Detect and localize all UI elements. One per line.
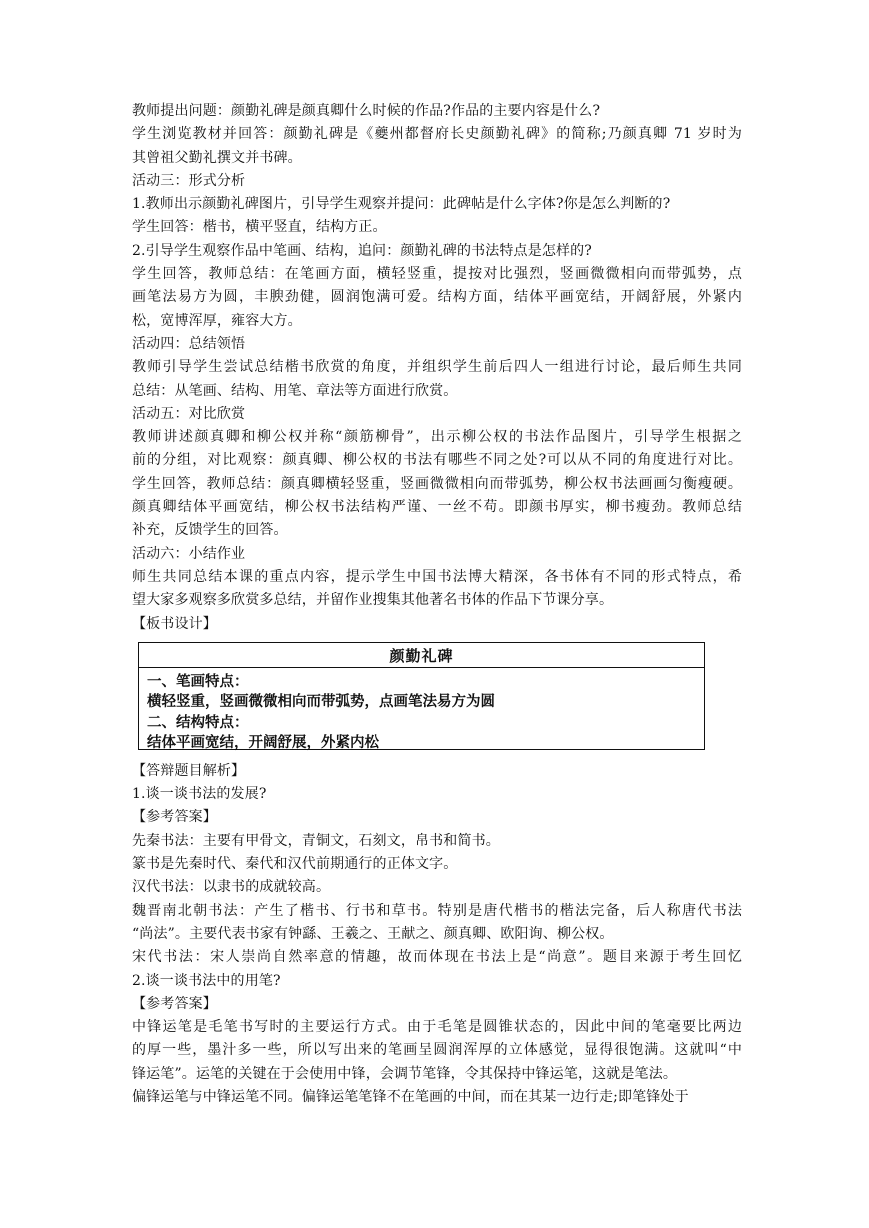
text-line: 学生回答，教师总结：颜真卿横轻竖重，竖画微微相向而带弧势，柳公权书法画画匀衡瘦硬。	[132, 475, 742, 492]
text-line: 【板书设计】	[132, 615, 217, 632]
text-line: 学生回答，教师总结：在笔画方面，横轻竖重，提按对比强烈，竖画微微相向而带弧势，点	[132, 266, 742, 283]
text-line: 中锋运笔是毛笔书写时的主要运行方式。由于毛笔是圆锥状态的，因此中间的笔毫要比两边	[132, 1019, 742, 1036]
text-line: 先秦书法：主要有甲骨文，青铜文，石刻文，帛书和简书。	[132, 832, 500, 849]
text-line: 活动三：形式分析	[132, 172, 246, 189]
text-line: 颜真卿结体平画宽结，柳公权书法结构严谨、一丝不苟。即颜书厚实，柳书瘦劲。教师总结	[132, 499, 742, 516]
document-body	[132, 100, 742, 1109]
text-line: 魏晋南北朝书法：产生了楷书、行书和草书。特别是唐代楷书的楷法完备，后人称唐代书法	[132, 902, 742, 919]
text-line: 望大家多观察多欣赏多总结，并留作业搜集其他著名书体的作品下节课分享。	[132, 592, 614, 609]
answer-analysis-section	[132, 760, 742, 1109]
board-divider	[139, 667, 704, 668]
text-line: 教师讲述颜真卿和柳公权并称“颜筋柳骨”，出示柳公权的书法作品图片，引导学生根据之	[132, 429, 742, 446]
text-line: 活动四：总结领悟	[132, 335, 246, 352]
text-line: 总结：从笔画、结构、用笔、章法等方面进行欣赏。	[132, 382, 458, 399]
board-item: 一、笔画特点：	[147, 673, 249, 690]
board-item: 结体平画宽结，开阔舒展，外紧内松	[147, 734, 379, 751]
text-line: 偏锋运笔与中锋运笔不同。偏锋运笔笔锋不在笔画的中间，而在其某一边行走;即笔锋处于	[132, 1088, 689, 1105]
text-line: 【参考答案】	[132, 995, 217, 1012]
text-line: 汉代书法：以隶书的成就较高。	[132, 879, 331, 896]
text-line: 补充，反馈学生的回答。	[132, 522, 288, 539]
lesson-text-section	[132, 100, 742, 636]
text-line: 2.谈一谈书法中的用笔?	[132, 972, 281, 989]
text-line: 锋运笔”。运笔的关键在于会使用中锋，会调节笔锋，令其保持中锋运笔，这就是笔法。	[132, 1065, 678, 1082]
text-line: 【答辩题目解析】	[132, 762, 246, 779]
text-line: 画笔法易方为圆，丰腴劲健，圆润饱满可爱。结构方面，结体平画宽结，开阔舒展，外紧内	[132, 289, 742, 306]
text-line: 松，宽博浑厚，雍容大方。	[132, 312, 302, 329]
text-line: 【参考答案】	[132, 809, 217, 826]
text-line: 教师提出问题：颜勤礼碑是颜真卿什么时候的作品?作品的主要内容是什么?	[132, 103, 601, 119]
text-line: 活动六：小结作业	[132, 545, 246, 562]
text-line: “尚法”。主要代表书家有钟繇、王羲之、王献之、颜真卿、欧阳询、柳公权。	[132, 925, 614, 942]
text-line: 篆书是先秦时代、秦代和汉代前期通行的正体文字。	[132, 856, 458, 873]
text-line: 活动五：对比欣赏	[132, 405, 246, 422]
text-line: 1.谈一谈书法的发展?	[132, 786, 267, 803]
blackboard-design-figure	[132, 636, 742, 760]
blackboard-box	[138, 642, 705, 750]
text-line: 学生浏览教材并回答：颜勤礼碑是《夔州都督府长史颜勤礼碑》的简称;乃颜真卿 71 岁时为	[132, 126, 742, 143]
text-line: 师生共同总结本课的重点内容，提示学生中国书法博大精深，各书体有不同的形式特点，希	[132, 568, 742, 585]
text-line: 1.教师出示颜勤礼碑图片，引导学生观察并提问：此碑帖是什么字体?你是怎么判断的?	[132, 196, 671, 213]
text-line: 学生回答：楷书，横平竖直，结构方正。	[132, 219, 387, 236]
text-line: 2.引导学生观察作品中笔画、结构，追问：颜勤礼碑的书法特点是怎样的?	[132, 242, 592, 259]
board-item: 二、结构特点：	[147, 714, 249, 731]
text-line: 教师引导学生尝试总结楷书欣赏的角度，并组织学生前后四人一组进行讨论，最后师生共同	[132, 359, 742, 376]
text-line: 前的分组，对比观察：颜真卿、柳公权的书法有哪些不同之处?可以从不同的角度进行对比。	[132, 452, 742, 469]
board-title: 颜勤礼碑	[389, 646, 454, 665]
text-line: 其曾祖父勤礼撰文并书碑。	[132, 149, 302, 166]
text-line: 的厚一些，墨汁多一些，所以写出来的笔画呈圆润浑厚的立体感觉，显得很饱满。这就叫“中	[132, 1042, 742, 1059]
board-item: 横轻竖重，竖画微微相向而带弧势，点画笔法易方为圆	[147, 693, 495, 710]
text-line: 宋代书法：宋人崇尚自然率意的情趣，故而体现在书法上是“尚意”。题目来源于考生回忆	[132, 949, 742, 966]
